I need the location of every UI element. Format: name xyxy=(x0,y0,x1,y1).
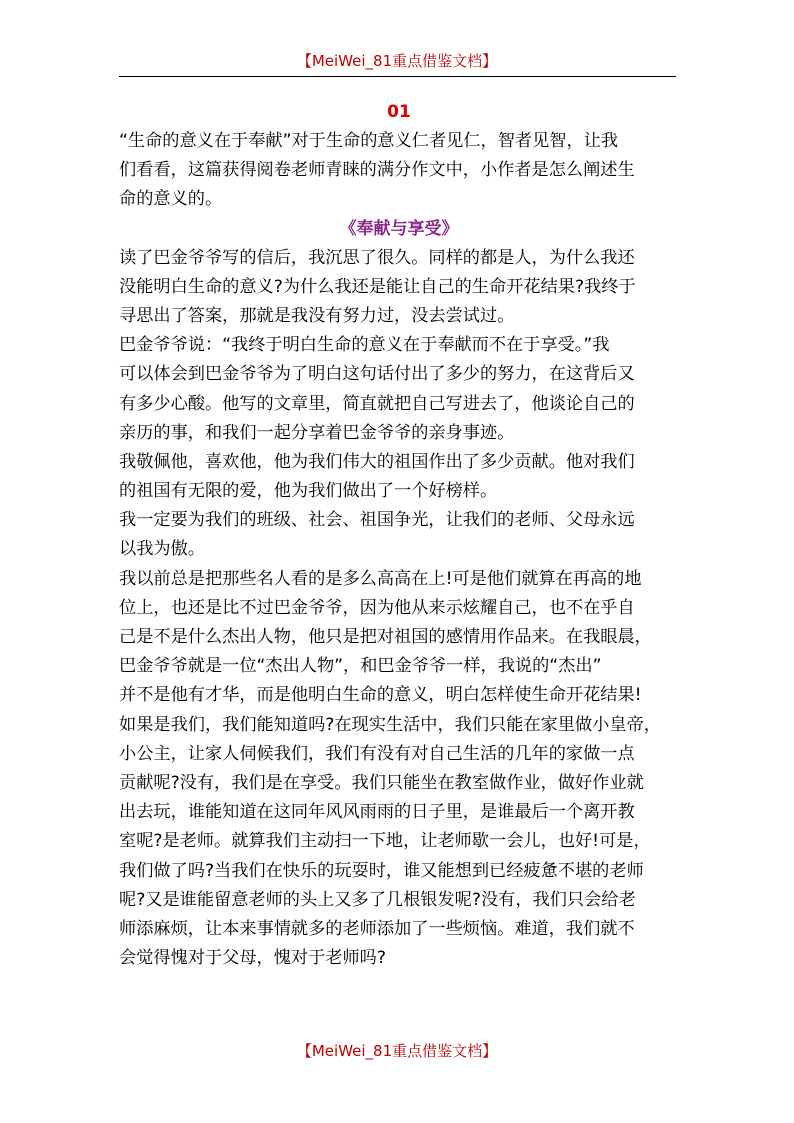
text-line: 位上，也还是比不过巴金爷爷，因为他从来示炫耀自己，也不在乎自 xyxy=(119,597,635,618)
text-line: 会觉得愧对于父母，愧对于老师吗? xyxy=(119,948,386,969)
text-line: 己是不是什么杰出人物，他只是把对祖国的感情用作品来。在我眼晨， xyxy=(119,627,652,647)
text-line: 亲历的事，和我们一起分享着巴金爷爷的亲身事迹。 xyxy=(119,422,515,443)
text-line: 有多少心酸。他写的文章里，简直就把自己写进去了，他谈论自己的 xyxy=(119,393,635,414)
text-line: 师添麻烦，让本来事情就多的老师添加了一些烦恼。难道，我们就不 xyxy=(119,918,635,939)
text-line: 我们做了吗?当我们在快乐的玩耍时，谁又能想到已经疲惫不堪的老师 xyxy=(119,860,644,881)
page-header: 【MeiWei_81重点借鉴文档】 xyxy=(296,52,498,70)
text-line: 没能明白生命的意义?为什么我还是能让自己的生命开花结果?我终于 xyxy=(119,276,636,297)
text-line: 巴金爷爷说：“我终于明白生命的意义在于奉献而不在于享受。”我 xyxy=(119,335,610,356)
text-line: 们看看，这篇获得阅卷老师青睐的满分作文中，小作者是怎么阐述生 xyxy=(119,160,635,181)
text-line: 贡献呢?没有，我们是在享受。我们只能坐在教室做作业，做好作业就 xyxy=(119,772,644,793)
text-line: 出去玩，谁能知道在这同年风风雨雨的日子里，是谁最后一个离开教 xyxy=(119,802,635,823)
article-title: 《奉献与享受》 xyxy=(339,218,459,239)
header-divider xyxy=(119,76,676,77)
document-body xyxy=(119,98,679,973)
text-line: 可以体会到巴金爷爷为了明白这句话付出了多少的努力，在这背后又 xyxy=(119,364,635,385)
text-line: “生命的意义在于奉献”对于生命的意义仁者见仁，智者见智，让我 xyxy=(119,131,619,151)
text-line: 读了巴金爷爷写的信后，我沉思了很久。同样的都是人，为什么我还 xyxy=(119,247,635,268)
text-line: 以我为傲。 xyxy=(119,539,205,560)
text-line: 如果是我们，我们能知道吗?在现实生活中，我们只能在家里做小皇帝， xyxy=(119,714,661,735)
text-line: 室呢?是老师。就算我们主动扫一下地，让老师歇一会儿，也好!可是， xyxy=(119,831,651,852)
text-line: 我一定要为我们的班级、社会、祖国争光，让我们的老师、父母永远 xyxy=(119,510,635,531)
text-line: 我以前总是把那些名人看的是多么高高在上!可是他们就算在再高的地 xyxy=(119,568,642,589)
text-line: 并不是他有才华，而是他明白生命的意义，明白怎样使生命开花结果! xyxy=(119,685,642,706)
text-line: 呢?又是谁能留意老师的头上又多了几根银发呢?没有，我们只会给老 xyxy=(119,889,636,910)
text-line: 的祖国有无限的爱，他为我们做出了一个好榜样。 xyxy=(119,481,498,502)
text-line: 巴金爷爷就是一位“杰出人物”，和巴金爷爷一样，我说的“杰出” xyxy=(119,656,602,677)
text-line: 我敬佩他，喜欢他，他为我们伟大的祖国作出了多少贡献。他对我们 xyxy=(119,451,635,472)
text-line: 命的意义的。 xyxy=(119,189,223,210)
article-text xyxy=(119,244,679,974)
page-footer: 【MeiWei_81重点借鉴文档】 xyxy=(296,1042,498,1060)
text-line: 小公主，让家人伺候我们，我们有没有对自己生活的几年的家做一点 xyxy=(119,743,635,764)
text-line: 寻思出了答案，那就是我没有努力过，没去尝试过。 xyxy=(119,305,515,326)
section-number: 01 xyxy=(387,102,411,122)
intro-paragraph xyxy=(119,127,679,215)
